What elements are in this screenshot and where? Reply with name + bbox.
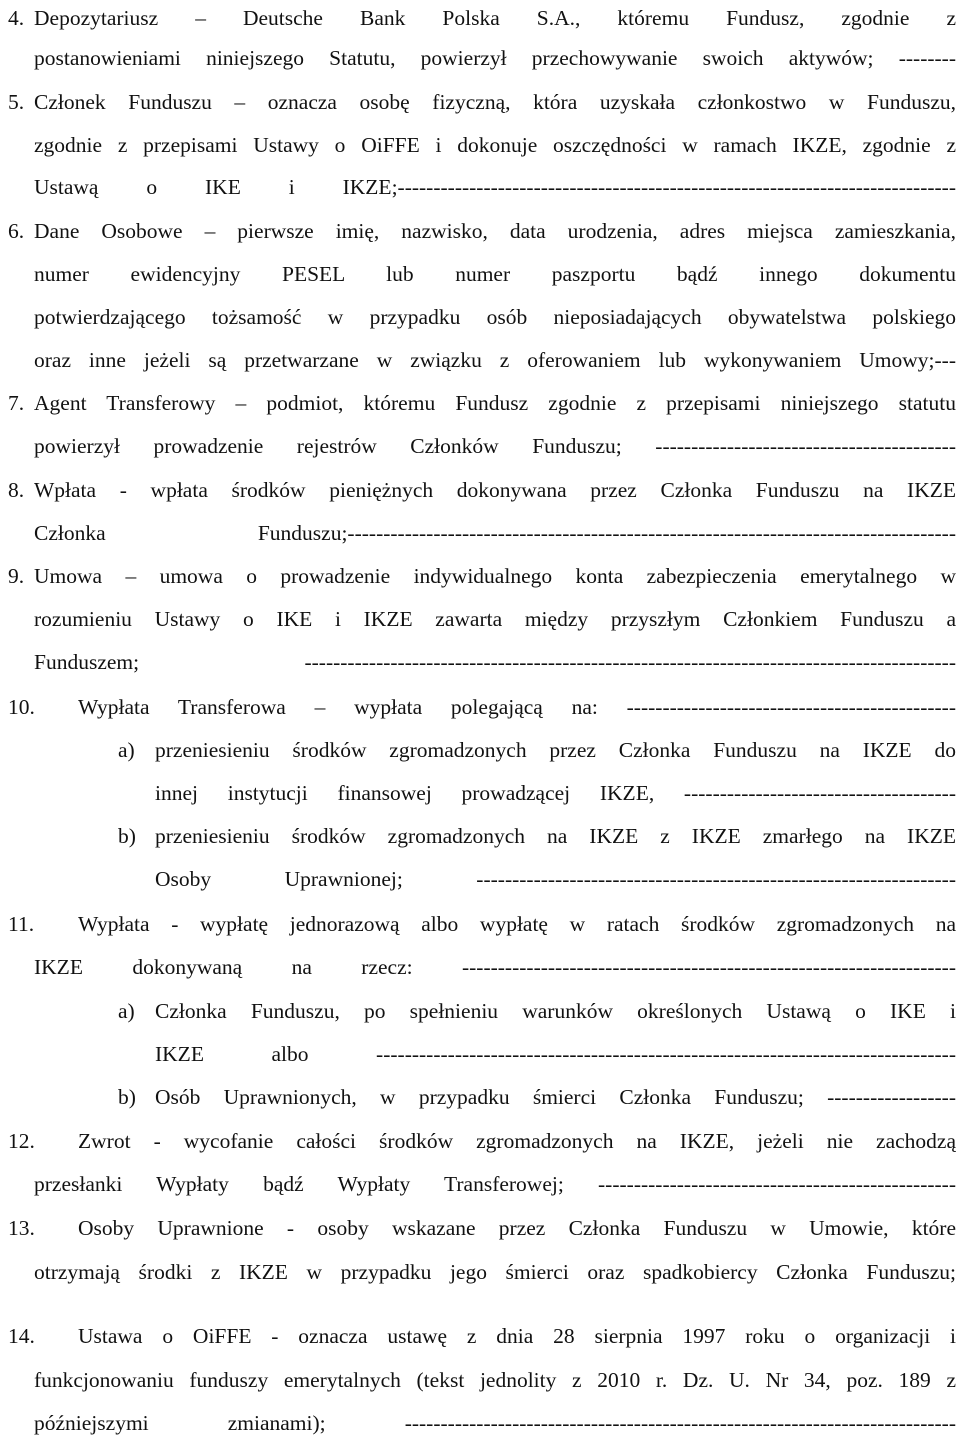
text-line	[0, 692, 960, 722]
text-line	[0, 821, 960, 851]
paragraph-text: Wpłata - wpłata środków pieniężnych dokonywana przez Członka Funduszu na IKZE	[34, 478, 956, 502]
text-line	[0, 1213, 960, 1243]
paragraph-text: Członek Funduszu – oznacza osobę fizyczną, która uzyskała członkostwo w Funduszu,	[34, 90, 956, 114]
item-number: 4.	[8, 6, 25, 30]
text-line	[0, 259, 960, 289]
item-number: 8.	[8, 478, 25, 502]
item-number: 13.	[8, 1216, 35, 1240]
text-line	[0, 996, 960, 1026]
paragraph-text: Umowa – umowa o prowadzenie indywidualnego konta zabezpieczenia emerytalnego w	[34, 564, 956, 588]
paragraph-text: późniejszymi zmianami); -----------------------------------------------------------------------------	[34, 1411, 956, 1435]
item-number: 10.	[8, 695, 35, 719]
text-line	[0, 778, 960, 808]
text-line	[0, 647, 960, 677]
paragraph-text: oraz inne jeżeli są przetwarzane w związku z oferowaniem lub wykonywaniem Umowy;---	[34, 348, 956, 372]
paragraph-text: Wypłata Transferowa – wypłata polegającą na: ----------------------------------------------	[78, 695, 956, 719]
text-line	[0, 1321, 960, 1351]
paragraph-text: IKZE albo ---------------------------------------------------------------------------------	[155, 1042, 956, 1066]
paragraph-text: Wypłata - wypłatę jednorazową albo wypłatę w ratach środków zgromadzonych na	[78, 912, 956, 936]
item-number: 9.	[8, 564, 25, 588]
text-line	[0, 604, 960, 634]
text-line	[0, 345, 960, 375]
paragraph-text: Ustawa o OiFFE - oznacza ustawę z dnia 28 sierpnia 1997 roku o organizacji i	[78, 1324, 956, 1348]
text-line	[0, 1169, 960, 1199]
paragraph-text: Dane Osobowe – pierwsze imię, nazwisko, data urodzenia, adres miejsca zamieszkania,	[34, 219, 956, 243]
text-line	[0, 561, 960, 591]
paragraph-text: Członka Funduszu;-------------------------------------------------------------------------------------	[34, 521, 956, 545]
text-line	[0, 1039, 960, 1069]
paragraph-text: Funduszem; -------------------------------------------------------------------------------------------	[34, 650, 956, 674]
paragraph-text: Depozytariusz – Deutsche Bank Polska S.A., któremu Fundusz, zgodnie z	[34, 6, 956, 30]
text-line	[0, 1126, 960, 1156]
text-line	[0, 1408, 960, 1438]
text-line	[0, 952, 960, 982]
paragraph-text: rozumieniu Ustawy o IKE i IKZE zawarta między przyszłym Członkiem Funduszu a	[34, 607, 956, 631]
text-line	[0, 87, 960, 117]
paragraph-text: postanowieniami niniejszego Statutu, powierzył przechowywanie swoich aktywów; --------	[34, 46, 956, 70]
item-number: 11.	[8, 912, 35, 936]
paragraph-text: zgodnie z przepisami Ustawy o OiFFE i dokonuje oszczędności w ramach IKZE, zgodnie z	[34, 133, 956, 157]
text-line	[0, 1257, 960, 1287]
text-line	[0, 3, 960, 33]
item-number: 6.	[8, 219, 25, 243]
paragraph-text: przesłanki Wypłaty bądź Wypłaty Transferowej; --------------------------------------------------	[34, 1172, 956, 1196]
paragraph-text: potwierdzającego tożsamość w przypadku osób nieposiadających obywatelstwa polskiego	[34, 305, 956, 329]
paragraph-text: Osoby Uprawnionej; -------------------------------------------------------------------	[155, 867, 956, 891]
paragraph-text: Osoby Uprawnione - osoby wskazane przez Członka Funduszu w Umowie, które	[78, 1216, 956, 1240]
text-line	[0, 43, 960, 73]
paragraph-text: numer ewidencyjny PESEL lub numer paszportu bądź innego dokumentu	[34, 262, 956, 286]
text-line	[0, 735, 960, 765]
paragraph-text: Ustawą o IKE i IKZE;------------------------------------------------------------------------------	[34, 175, 956, 199]
text-line	[0, 431, 960, 461]
text-line	[0, 475, 960, 505]
paragraph-text: przeniesieniu środków zgromadzonych przez Członka Funduszu na IKZE do	[155, 738, 956, 762]
text-line	[0, 1082, 960, 1112]
sub-item-label: b)	[118, 1085, 136, 1109]
paragraph-text: otrzymają środki z IKZE w przypadku jego śmierci oraz spadkobiercy Członka Funduszu;	[34, 1260, 956, 1284]
paragraph-text: Agent Transferowy – podmiot, któremu Fundusz zgodnie z przepisami niniejszego statutu	[34, 391, 956, 415]
item-number: 12.	[8, 1129, 35, 1153]
sub-item-label: a)	[118, 738, 135, 762]
paragraph-text: IKZE dokonywaną na rzecz: ---------------------------------------------------------------------	[34, 955, 956, 979]
text-line	[0, 1365, 960, 1395]
paragraph-text: funkcjonowaniu funduszy emerytalnych (tekst jednolity z 2010 r. Dz. U. Nr 34, poz. 189 z	[34, 1368, 956, 1392]
paragraph-text: Zwrot - wycofanie całości środków zgromadzonych na IKZE, jeżeli nie zachodzą	[78, 1129, 956, 1153]
text-line	[0, 909, 960, 939]
paragraph-text: powierzył prowadzenie rejestrów Członków Funduszu; ------------------------------------------	[34, 434, 956, 458]
item-number: 5.	[8, 90, 25, 114]
text-line	[0, 130, 960, 160]
item-number: 7.	[8, 391, 25, 415]
paragraph-text: Osób Uprawnionych, w przypadku śmierci Członka Funduszu; ------------------	[155, 1085, 956, 1109]
text-line	[0, 864, 960, 894]
item-number: 14.	[8, 1324, 35, 1348]
sub-item-label: b)	[118, 824, 136, 848]
text-line	[0, 302, 960, 332]
sub-item-label: a)	[118, 999, 135, 1023]
paragraph-text: innej instytucji finansowej prowadzącej IKZE, --------------------------------------	[155, 781, 956, 805]
paragraph-text: Członka Funduszu, po spełnieniu warunków określonych Ustawą o IKE i	[155, 999, 956, 1023]
paragraph-text: przeniesieniu środków zgromadzonych na IKZE z IKZE zmarłego na IKZE	[155, 824, 956, 848]
text-line	[0, 172, 960, 202]
text-line	[0, 216, 960, 246]
text-line	[0, 518, 960, 548]
text-line	[0, 388, 960, 418]
